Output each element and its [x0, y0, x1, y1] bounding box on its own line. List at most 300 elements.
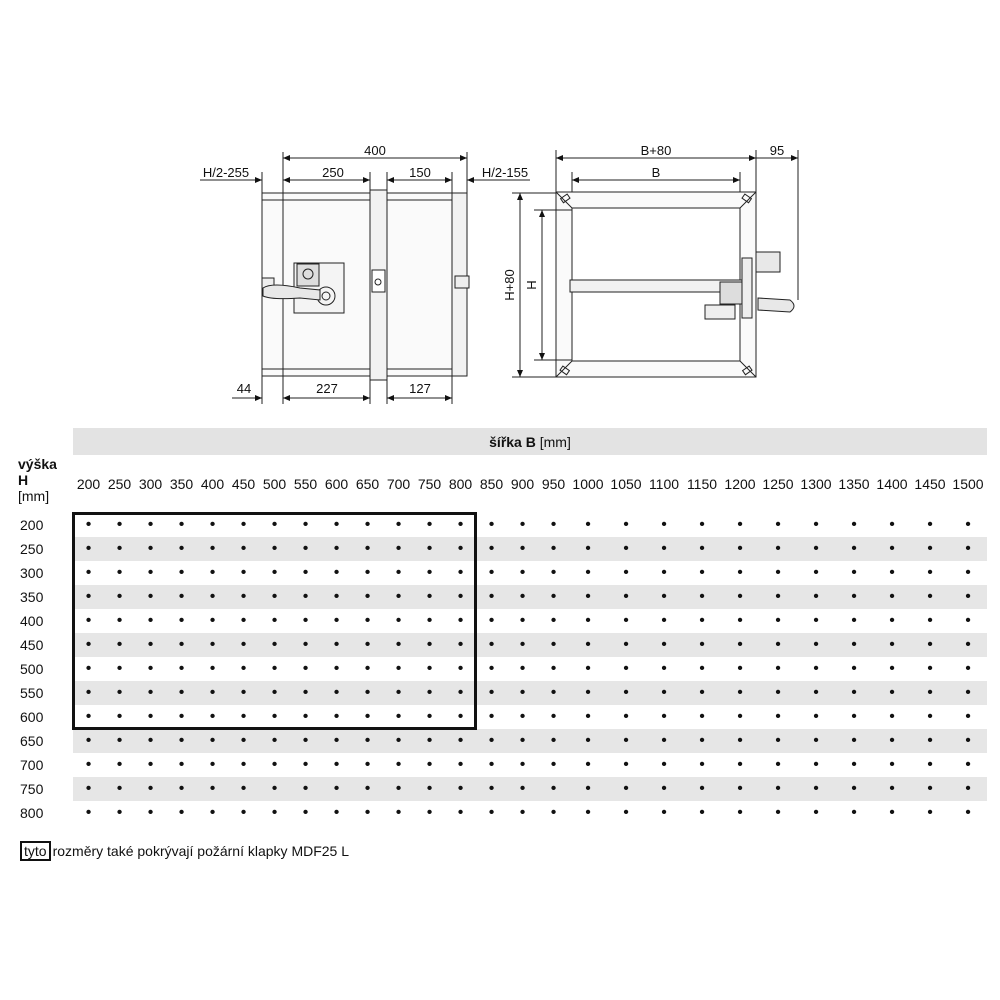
availability-dot: • — [488, 804, 495, 821]
availability-dot: • — [949, 681, 987, 705]
availability-dot: • — [209, 756, 216, 773]
availability-dot: • — [104, 777, 135, 801]
availability-dot: • — [85, 516, 92, 533]
availability-dot: • — [302, 564, 309, 581]
availability-dot: • — [927, 708, 933, 725]
availability-dot: • — [797, 729, 835, 753]
availability-dot: • — [147, 516, 154, 533]
availability-dot: • — [135, 681, 166, 705]
availability-dot: • — [873, 633, 911, 657]
availability-dot: • — [457, 804, 464, 821]
availability-dot: • — [147, 660, 154, 677]
availability-dot: • — [147, 564, 154, 581]
availability-dot: • — [813, 564, 819, 581]
availability-dot: • — [507, 537, 538, 561]
availability-dot: • — [178, 756, 185, 773]
availability-dot: • — [364, 660, 371, 677]
availability-dot: • — [569, 537, 607, 561]
availability-dot: • — [550, 612, 557, 629]
availability-dot: • — [178, 660, 185, 677]
availability-dot: • — [197, 777, 228, 801]
dim-b: B — [651, 165, 661, 180]
availability-dot: • — [166, 633, 197, 657]
width-column-header: 850 — [476, 455, 507, 513]
availability-dot: • — [873, 729, 911, 753]
availability-dot: • — [426, 564, 433, 581]
availability-dot: • — [623, 564, 629, 581]
availability-dot: • — [116, 660, 123, 677]
availability-dot: • — [737, 756, 743, 773]
availability-dot: • — [73, 777, 104, 801]
availability-dot: • — [364, 804, 371, 821]
availability-dot: • — [965, 612, 971, 629]
availability-dot: • — [240, 660, 247, 677]
table-row — [18, 681, 987, 705]
availability-dot: • — [721, 585, 759, 609]
availability-dot: • — [116, 612, 123, 629]
availability-dot: • — [240, 756, 247, 773]
availability-dot: • — [661, 612, 667, 629]
availability-dot: • — [178, 516, 185, 533]
table-row — [18, 513, 987, 537]
availability-dot: • — [364, 516, 371, 533]
table-row — [18, 777, 987, 801]
availability-dot: • — [569, 633, 607, 657]
availability-dot: • — [426, 756, 433, 773]
availability-dot: • — [699, 516, 705, 533]
availability-dot: • — [775, 516, 781, 533]
availability-dot: • — [759, 633, 797, 657]
availability-dot: • — [240, 708, 247, 725]
availability-dot: • — [85, 756, 92, 773]
height-row-label: 650 — [18, 729, 73, 753]
front-view — [512, 150, 798, 377]
availability-dot: • — [116, 516, 123, 533]
height-row-label: 450 — [18, 633, 73, 657]
availability-dot: • — [519, 708, 526, 725]
availability-dot: • — [550, 708, 557, 725]
availability-dot: • — [775, 804, 781, 821]
availability-dot: • — [661, 564, 667, 581]
availability-dot: • — [271, 660, 278, 677]
availability-dot: • — [426, 516, 433, 533]
dim-95: 95 — [769, 143, 785, 158]
width-column-header: 1150 — [683, 455, 721, 513]
availability-dot: • — [457, 708, 464, 725]
availability-dot: • — [321, 633, 352, 657]
availability-dot: • — [683, 681, 721, 705]
availability-dot: • — [166, 585, 197, 609]
availability-dot: • — [395, 660, 402, 677]
availability-dot: • — [759, 537, 797, 561]
availability-dot: • — [228, 681, 259, 705]
availability-dot: • — [271, 708, 278, 725]
availability-dot: • — [813, 804, 819, 821]
availability-dot: • — [889, 660, 895, 677]
availability-dot: • — [585, 612, 591, 629]
availability-dot: • — [116, 756, 123, 773]
availability-dot: • — [683, 585, 721, 609]
availability-dot: • — [927, 516, 933, 533]
availability-dot: • — [73, 537, 104, 561]
availability-dot: • — [569, 585, 607, 609]
availability-dot: • — [73, 633, 104, 657]
availability-dot: • — [209, 516, 216, 533]
availability-dot: • — [873, 537, 911, 561]
availability-dot: • — [488, 708, 495, 725]
availability-dot: • — [135, 777, 166, 801]
dim-127: 127 — [409, 381, 431, 396]
availability-dot: • — [209, 660, 216, 677]
availability-dot: • — [209, 708, 216, 725]
availability-dot: • — [607, 537, 645, 561]
availability-dot: • — [661, 804, 667, 821]
availability-dot: • — [797, 681, 835, 705]
availability-dot: • — [352, 537, 383, 561]
availability-dot: • — [383, 633, 414, 657]
width-column-header: 950 — [538, 455, 569, 513]
width-column-header: 1450 — [911, 455, 949, 513]
availability-dot: • — [927, 756, 933, 773]
availability-dot: • — [775, 660, 781, 677]
availability-dot: • — [507, 729, 538, 753]
availability-dot: • — [873, 681, 911, 705]
availability-dot: • — [835, 633, 873, 657]
availability-dot: • — [476, 585, 507, 609]
availability-dot: • — [302, 612, 309, 629]
footnote-text: rozměry také pokrývají požární klapky MDF25 L — [52, 843, 350, 859]
availability-dot: • — [333, 516, 340, 533]
availability-dot: • — [519, 756, 526, 773]
availability-dot: • — [851, 660, 857, 677]
availability-dot: • — [259, 585, 290, 609]
availability-dot: • — [445, 729, 476, 753]
availability-dot: • — [759, 585, 797, 609]
table-row — [18, 729, 987, 753]
availability-dot: • — [699, 660, 705, 677]
availability-dot: • — [445, 537, 476, 561]
availability-dot: • — [813, 660, 819, 677]
availability-dot: • — [873, 585, 911, 609]
availability-dot: • — [813, 612, 819, 629]
availability-dot: • — [116, 564, 123, 581]
availability-dot: • — [209, 612, 216, 629]
availability-dot: • — [873, 777, 911, 801]
availability-dot: • — [290, 681, 321, 705]
availability-dot: • — [775, 708, 781, 725]
availability-dot: • — [352, 729, 383, 753]
availability-dot: • — [949, 777, 987, 801]
availability-dot: • — [383, 729, 414, 753]
availability-dot: • — [835, 585, 873, 609]
availability-dot: • — [889, 708, 895, 725]
availability-dot: • — [550, 660, 557, 677]
availability-dot: • — [240, 612, 247, 629]
dim-b-plus-80: B+80 — [640, 143, 672, 158]
height-row-label: 500 — [18, 657, 73, 681]
availability-dot: • — [457, 516, 464, 533]
height-row-label: 750 — [18, 777, 73, 801]
availability-dot: • — [209, 804, 216, 821]
availability-dot: • — [661, 660, 667, 677]
availability-dot: • — [623, 516, 629, 533]
width-column-header: 700 — [383, 455, 414, 513]
availability-dot: • — [135, 585, 166, 609]
availability-dot: • — [414, 777, 445, 801]
availability-dot: • — [259, 537, 290, 561]
availability-dot: • — [321, 537, 352, 561]
availability-dot: • — [699, 756, 705, 773]
availability-dot: • — [519, 660, 526, 677]
availability-dot: • — [104, 681, 135, 705]
availability-dot: • — [775, 564, 781, 581]
width-column-header: 200 — [73, 455, 104, 513]
availability-dot: • — [197, 585, 228, 609]
availability-dot: • — [851, 756, 857, 773]
width-column-header: 1400 — [873, 455, 911, 513]
availability-dot: • — [445, 585, 476, 609]
availability-dot: • — [965, 708, 971, 725]
availability-dot: • — [395, 516, 402, 533]
availability-dot: • — [721, 777, 759, 801]
availability-dot: • — [426, 612, 433, 629]
availability-dot: • — [457, 660, 464, 677]
availability-dot: • — [538, 633, 569, 657]
availability-dot: • — [737, 660, 743, 677]
width-column-header: 1000 — [569, 455, 607, 513]
availability-dot: • — [85, 660, 92, 677]
availability-dot: • — [835, 777, 873, 801]
availability-dot: • — [519, 612, 526, 629]
availability-dot: • — [607, 777, 645, 801]
availability-dot: • — [290, 537, 321, 561]
availability-dot: • — [759, 777, 797, 801]
availability-dot: • — [197, 537, 228, 561]
availability-dot: • — [104, 633, 135, 657]
availability-dot: • — [645, 729, 683, 753]
availability-dot: • — [585, 804, 591, 821]
width-column-header: 1100 — [645, 455, 683, 513]
availability-dot: • — [197, 633, 228, 657]
availability-dot: • — [569, 777, 607, 801]
availability-dot: • — [569, 729, 607, 753]
dim-offset-left: H/2-255 — [202, 165, 250, 180]
availability-dot: • — [147, 708, 154, 725]
availability-dot: • — [737, 804, 743, 821]
availability-dot: • — [352, 777, 383, 801]
availability-dot: • — [228, 777, 259, 801]
availability-dot: • — [321, 777, 352, 801]
availability-dot: • — [476, 777, 507, 801]
availability-dot: • — [889, 756, 895, 773]
availability-dot: • — [721, 537, 759, 561]
availability-dot: • — [259, 729, 290, 753]
availability-dot: • — [333, 660, 340, 677]
width-header-bold: šířka B — [489, 433, 536, 450]
availability-dot: • — [488, 516, 495, 533]
availability-dot: • — [321, 681, 352, 705]
availability-dot: • — [166, 777, 197, 801]
width-column-header: 550 — [290, 455, 321, 513]
table-row — [18, 657, 987, 681]
width-column-header: 1300 — [797, 455, 835, 513]
availability-dot: • — [259, 681, 290, 705]
availability-dot: • — [445, 681, 476, 705]
availability-dot: • — [116, 804, 123, 821]
availability-dot: • — [550, 804, 557, 821]
availability-dot: • — [623, 708, 629, 725]
availability-dot: • — [538, 585, 569, 609]
availability-dot: • — [395, 564, 402, 581]
availability-dot: • — [507, 681, 538, 705]
availability-dot: • — [364, 756, 371, 773]
availability-dot: • — [607, 681, 645, 705]
availability-dot: • — [759, 729, 797, 753]
width-column-header: 600 — [321, 455, 352, 513]
availability-dot: • — [104, 537, 135, 561]
availability-dot: • — [290, 777, 321, 801]
availability-dot: • — [721, 633, 759, 657]
dim-44: 44 — [236, 381, 252, 396]
availability-dot: • — [645, 585, 683, 609]
availability-dot: • — [290, 585, 321, 609]
availability-dot: • — [519, 516, 526, 533]
availability-dot: • — [889, 516, 895, 533]
width-column-header: 350 — [166, 455, 197, 513]
availability-dot: • — [721, 681, 759, 705]
availability-dot: • — [147, 804, 154, 821]
availability-dot: • — [240, 564, 247, 581]
availability-dot: • — [321, 585, 352, 609]
availability-dot: • — [927, 564, 933, 581]
dim-h: H — [524, 280, 539, 290]
table-row — [18, 585, 987, 609]
availability-dot: • — [737, 612, 743, 629]
availability-dot: • — [737, 564, 743, 581]
availability-dot: • — [383, 681, 414, 705]
availability-dot: • — [550, 516, 557, 533]
width-header-unit: [mm] — [539, 433, 571, 450]
availability-dot: • — [135, 633, 166, 657]
availability-dot: • — [147, 756, 154, 773]
availability-dot: • — [178, 708, 185, 725]
availability-dot: • — [965, 804, 971, 821]
availability-dot: • — [623, 804, 629, 821]
availability-dot: • — [538, 537, 569, 561]
availability-dot: • — [813, 516, 819, 533]
availability-dot: • — [414, 633, 445, 657]
availability-dot: • — [759, 681, 797, 705]
availability-dot: • — [228, 585, 259, 609]
availability-dot: • — [488, 660, 495, 677]
availability-dot: • — [228, 633, 259, 657]
availability-dot: • — [585, 564, 591, 581]
availability-dot: • — [395, 708, 402, 725]
width-column-header: 450 — [228, 455, 259, 513]
availability-dot: • — [607, 633, 645, 657]
width-column-header: 750 — [414, 455, 445, 513]
availability-dot: • — [383, 585, 414, 609]
availability-dot: • — [414, 537, 445, 561]
availability-dot: • — [911, 681, 949, 705]
availability-dot: • — [73, 681, 104, 705]
availability-dot: • — [135, 729, 166, 753]
availability-dot: • — [683, 777, 721, 801]
availability-dot: • — [569, 681, 607, 705]
availability-dot: • — [661, 756, 667, 773]
availability-dot: • — [927, 660, 933, 677]
width-column-header: 1200 — [721, 455, 759, 513]
availability-dot: • — [209, 564, 216, 581]
width-column-header: 300 — [135, 455, 166, 513]
availability-dot: • — [445, 777, 476, 801]
availability-dot: • — [851, 516, 857, 533]
height-row-label: 250 — [18, 537, 73, 561]
availability-dot: • — [889, 612, 895, 629]
availability-dot: • — [333, 564, 340, 581]
availability-dot: • — [538, 729, 569, 753]
availability-dot: • — [949, 633, 987, 657]
availability-dot: • — [585, 708, 591, 725]
availability-dot: • — [851, 804, 857, 821]
availability-dot: • — [538, 681, 569, 705]
height-row-label: 600 — [18, 705, 73, 729]
availability-dot: • — [116, 708, 123, 725]
availability-dot: • — [911, 585, 949, 609]
availability-dot: • — [383, 777, 414, 801]
availability-dot: • — [813, 708, 819, 725]
availability-dot: • — [835, 537, 873, 561]
table-row — [18, 801, 987, 825]
availability-dot: • — [302, 660, 309, 677]
availability-dot: • — [426, 804, 433, 821]
availability-dot: • — [166, 537, 197, 561]
dim-total-400: 400 — [364, 143, 386, 158]
availability-dot: • — [911, 777, 949, 801]
availability-dot: • — [645, 633, 683, 657]
availability-dot: • — [661, 516, 667, 533]
availability-dot: • — [457, 564, 464, 581]
availability-dot: • — [519, 564, 526, 581]
availability-dot: • — [585, 756, 591, 773]
height-row-label: 550 — [18, 681, 73, 705]
availability-dot: • — [197, 681, 228, 705]
availability-dot: • — [683, 537, 721, 561]
height-row-label: 350 — [18, 585, 73, 609]
availability-dot: • — [352, 585, 383, 609]
availability-dot: • — [911, 633, 949, 657]
dim-offset-right: H/2-155 — [481, 165, 529, 180]
availability-dot: • — [364, 564, 371, 581]
table-row — [18, 609, 987, 633]
height-header-bold: výška — [18, 456, 57, 472]
availability-dot: • — [949, 585, 987, 609]
availability-dot: • — [333, 708, 340, 725]
availability-dot: • — [699, 612, 705, 629]
availability-dot: • — [426, 708, 433, 725]
availability-dot: • — [645, 681, 683, 705]
size-table — [18, 428, 987, 825]
availability-dot: • — [166, 729, 197, 753]
availability-dot: • — [507, 585, 538, 609]
footnote-boxed-word: tyto — [20, 841, 51, 861]
availability-dot: • — [333, 804, 340, 821]
availability-dot: • — [851, 708, 857, 725]
availability-dot: • — [240, 516, 247, 533]
width-column-header: 1500 — [949, 455, 987, 513]
availability-dot: • — [104, 729, 135, 753]
availability-dot: • — [585, 660, 591, 677]
